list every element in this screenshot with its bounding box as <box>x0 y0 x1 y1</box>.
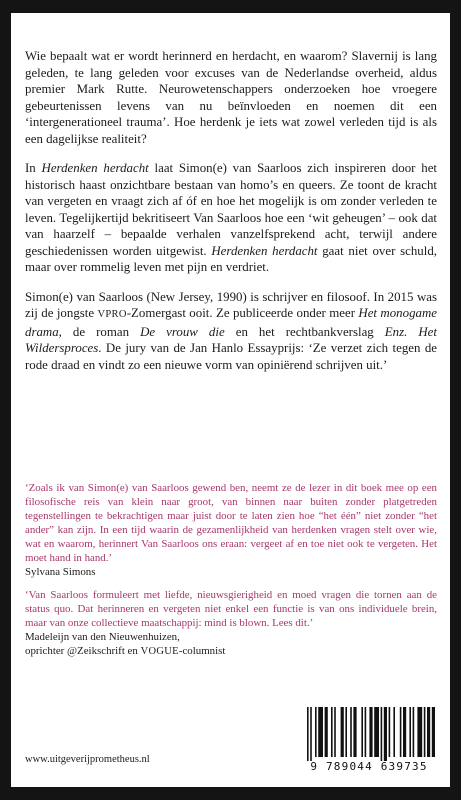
quote-author: Sylvana Simons <box>25 566 96 578</box>
back-cover <box>11 13 450 787</box>
publisher-website: www.uitgeverijprometheus.nl <box>25 754 150 765</box>
book-title: Herdenken herdacht <box>41 161 149 175</box>
barcode-bar <box>381 707 383 761</box>
barcode-bar <box>400 707 402 757</box>
isbn-digits: 9 789044 639735 <box>310 760 428 773</box>
barcode-bar <box>341 707 344 757</box>
barcode-bar <box>413 707 415 757</box>
barcode-bar <box>345 707 347 757</box>
barcode-bar <box>389 707 391 757</box>
barcode-bar <box>361 707 363 757</box>
barcode-bar <box>331 707 333 757</box>
barcode-bar <box>403 707 406 757</box>
barcode-bar <box>365 707 367 757</box>
vpro-mention: VPRO <box>97 309 127 320</box>
description-paragraph: In Herdenken herdacht laat Simon(e) van Saarloos zich inspireren door het historisch haast onzichtbare bestaan van homo’s en queers. Ze toont de kracht van vergeten en vraagt zich af óf en hoe het mogelijk is om zonder verleden te leven. Tegelijkertijd bekritiseert Van Saarloos hoe een ‘wit geheugen’ – ook dat van haarzelf – bepaalde verhalen vanzelfsprekend acht, terwijl andere geschiedenissen worden uitgewist. Herdenken herdacht gaat niet over schuld, maar over rommelig leven met pijn en verdriet. <box>25 161 437 274</box>
barcode-bar <box>424 707 426 757</box>
barcode-bar <box>318 707 323 757</box>
intro-paragraph: Wie bepaalt wat er wordt herinnerd en herdacht, en waarom? Slavernij is lang geleden, te lang geleden voor excuses van de Nederlandse overheid, aldus premier Mark Rutte. Neurowetenschappers onderzoeken hoe vroegere gebeurtenissen levens van nu beïnvloeden en noemen dit een ‘intergenerationeel trauma’. Hoe herdenk je iets wat zowel verleden tijd is als een dagelijkse realiteit? <box>25 49 437 146</box>
book-title: Herdenken herdacht <box>211 243 318 258</box>
review-quote: ‘Van Saarloos formuleert met liefde, nieuwsgierigheid en moed vragen die tornen aan de status quo. Dat herinneren en vergeten niet enkel een functie is van ons individuele brein, maar van onze collectieve maatschappij: mind is blown. Lees dit.’ <box>25 589 437 629</box>
barcode-bar <box>353 707 356 757</box>
barcode-bar <box>350 707 352 757</box>
review-quote: ‘Zoals ik van Simon(e) van Saarloos gewend ben, neemt ze de lezer in dit boek mee op een filosofische reis van klein naar groot, van binnen naar buiten zonder platgetreden tegenstellingen te bekrachtigen maar juist door te laten zien hoe “het één” niet zonder “het ander” kan zijn. In een tijd waarin de gezamenlijkheid van herdenken vragen stelt over wie, wat en waarom, herinnert Van Saarloos ons eraan: vergeet af en toe niet ook te vergeten. Het moet hand in hand.’ <box>25 482 437 564</box>
isbn-barcode <box>297 705 441 775</box>
book-title: Het monogame drama <box>25 306 437 339</box>
barcode-bar <box>307 707 309 761</box>
barcode-bar <box>310 707 312 761</box>
barcode-bar <box>384 707 387 761</box>
author-bio: Simon(e) van Saarloos (New Jersey, 1990) is schrijver en filosoof. In 2015 was zij de jongste VPRO-Zomergast ooit. Ze publiceerde onder meer Het monogame drama, de roman De vrouw die en het rechtbankverslag Enz. Het Wildersproces. De jury van de Jan Hanlo Essayprijs: ‘Ze verzet zich tegen de rode draad en vindt zo een nieuwe vorm van opiniërend schrijven uit.’ <box>25 289 437 372</box>
book-title: De vrouw die <box>140 324 225 339</box>
barcode-bar <box>432 707 435 757</box>
quote-author: Madeleijn van den Nieuwenhuizen, oprichter @Zeikschrift en VOGUE-columnist <box>25 631 226 657</box>
barcode-icon <box>297 705 441 761</box>
barcode-bar <box>393 707 395 757</box>
barcode-bar <box>315 707 317 757</box>
barcode-bar <box>374 707 379 757</box>
barcode-bar <box>409 707 411 757</box>
barcode-bar <box>369 707 372 757</box>
blurb-text <box>25 48 437 386</box>
book-title: Enz. Het Wildersproces <box>25 324 437 355</box>
barcode-bar <box>417 707 422 757</box>
review-quotes <box>25 481 437 668</box>
barcode-bar <box>325 707 328 757</box>
barcode-bar <box>427 707 430 757</box>
barcode-bar <box>334 707 336 757</box>
